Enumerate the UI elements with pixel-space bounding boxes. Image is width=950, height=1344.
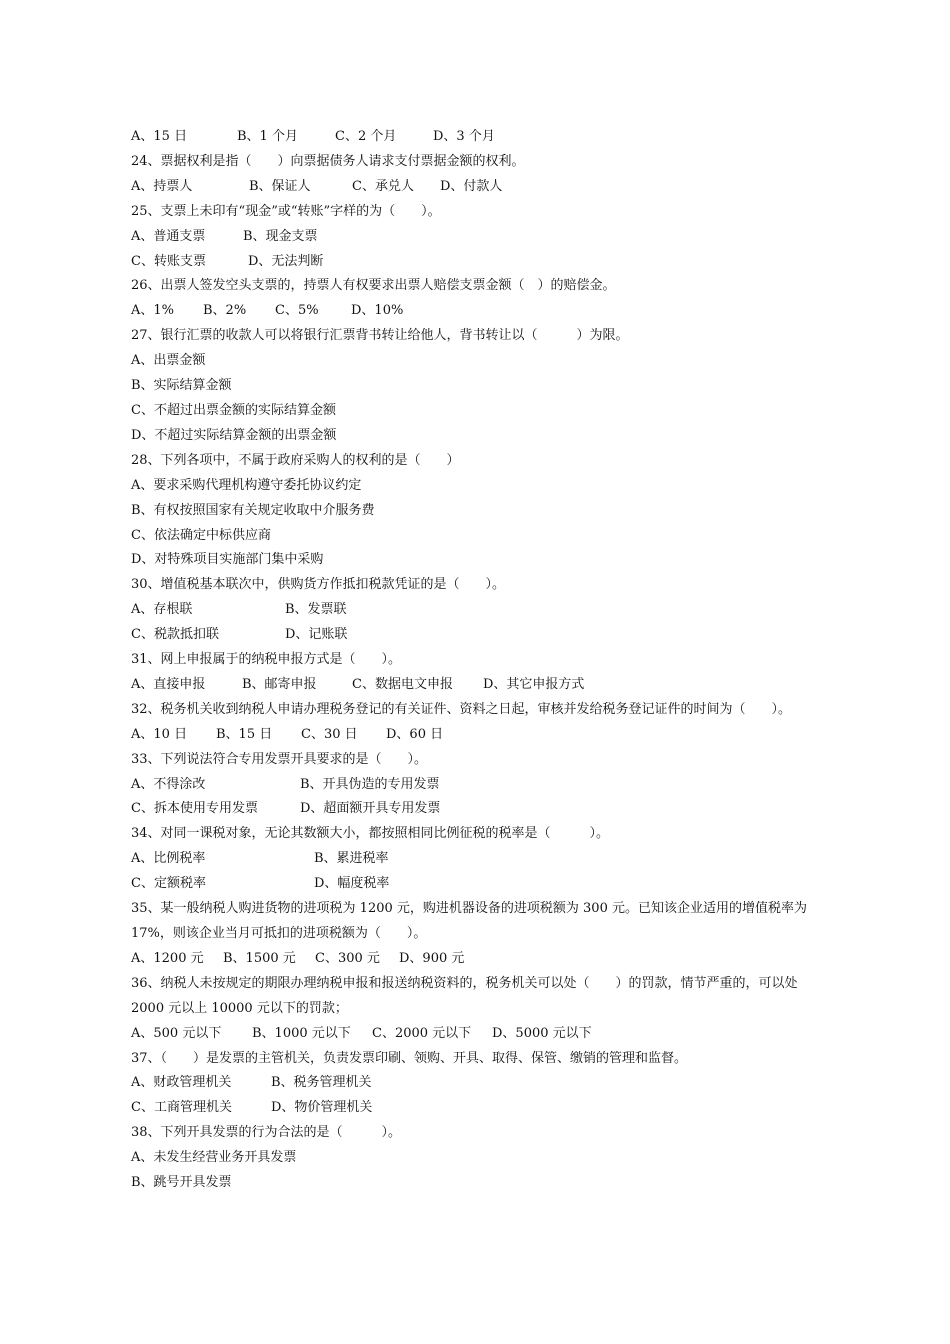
answer-options-row	[131, 1096, 821, 1121]
answer-option: A、1200 元	[131, 950, 204, 966]
question-text: 35、某一般纳税人购进货物的进项税为 1200 元，购进机器设备的进项税额为 300 元。已知该企业适用的增值税率为 17%，则该企业当月可抵扣的进项税额为（ ）。	[131, 901, 807, 941]
answer-option: B、15 日	[216, 726, 273, 742]
answer-option: D、记账联	[285, 627, 348, 643]
answer-options-row	[131, 773, 821, 798]
answer-option: B、1000 元以下	[252, 1025, 351, 1041]
question-text: 26、出票人签发空头支票的，持票人有权要求出票人赔偿支票金额（ ）的赔偿金。	[131, 278, 616, 294]
question-text: 33、下列说法符合专用发票开具要求的是（ ）。	[131, 751, 428, 767]
answer-option: D、不超过实际结算金额的出票金额	[131, 427, 337, 443]
answer-option: A、持票人	[131, 178, 193, 194]
answer-option: A、存根联	[131, 602, 193, 618]
answer-options-row	[131, 125, 821, 150]
answer-option: D、付款人	[440, 178, 503, 194]
answer-options-row	[131, 175, 821, 200]
question-text: 24、票据权利是指（ ）向票据债务人请求支付票据金额的权利。	[131, 153, 525, 169]
answer-option: C、定额税率	[131, 876, 206, 892]
answer-option: D、其它申报方式	[483, 676, 585, 692]
answer-option: B、累进税率	[314, 851, 389, 867]
answer-option: A、要求采购代理机构遵守委托协议约定	[131, 477, 362, 493]
answer-option: D、对特殊项目实施部门集中采购	[131, 552, 324, 568]
answer-options-row	[131, 872, 821, 897]
answer-option: B、实际结算金额	[131, 378, 232, 394]
answer-options-row	[131, 299, 821, 324]
answer-options-row	[131, 947, 821, 972]
question-text: 36、纳税人未按规定的期限办理纳税申报和报送纳税资料的，税务机关可以处（ ）的罚款，情节严重的，可以处 2000 元以上 10000 元以下的罚款；	[131, 975, 798, 1016]
answer-option: C、转账支票	[131, 253, 206, 269]
answer-option: A、15 日	[131, 129, 188, 144]
answer-option: A、10 日	[131, 726, 188, 742]
answer-option: A、比例税率	[131, 851, 206, 867]
answer-option: C、税款抵扣联	[131, 627, 219, 643]
answer-option: A、未发生经营业务开具发票	[131, 1150, 297, 1166]
answer-option: D、900 元	[399, 950, 465, 966]
question-text: 28、下列各项中，不属于政府采购人的权利的是（ ）	[131, 452, 460, 468]
answer-option: C、拆本使用专用发票	[131, 801, 258, 817]
answer-option: D、物价管理机关	[271, 1100, 373, 1116]
answer-option: C、不超过出票金额的实际结算金额	[131, 402, 336, 418]
answer-option: A、1%	[131, 303, 175, 319]
answer-options-row	[131, 225, 821, 250]
answer-options-row	[131, 598, 821, 623]
answer-option: C、数据电文申报	[352, 676, 453, 692]
answer-option: C、300 元	[315, 950, 380, 966]
question-text: 30、增值税基本联次中，供购货方作抵扣税款凭证的是（ ）。	[131, 577, 506, 593]
answer-option: A、财政管理机关	[131, 1075, 232, 1091]
answer-option: A、出票金额	[131, 353, 206, 369]
answer-option: C、2000 元以下	[372, 1025, 472, 1041]
answer-options-row	[131, 673, 821, 698]
answer-option: B、有权按照国家有关规定收取中介服务费	[131, 502, 375, 518]
question-text: 34、对同一课税对象，无论其数额大小，都按照相同比例征税的税率是（ ）。	[131, 826, 610, 842]
answer-option: D、10%	[351, 303, 404, 319]
answer-option: C、工商管理机关	[131, 1100, 232, 1116]
answer-option: A、直接申报	[131, 676, 206, 692]
question-text: 32、税务机关收到纳税人申请办理税务登记的有关证件、资料之日起，审核并发给税务登记证件的时间为（ ）。	[131, 701, 792, 717]
answer-option: C、2 个月	[335, 129, 397, 144]
answer-option: B、发票联	[285, 602, 347, 618]
answer-option: D、3 个月	[433, 129, 495, 144]
answer-options-row	[131, 797, 821, 822]
answer-option: C、5%	[275, 303, 319, 319]
question-text: 37、（ ）是发票的主管机关，负责发票印刷、领购、开具、取得、保管、缴销的管理和监督。	[131, 1050, 688, 1066]
answer-option: D、5000 元以下	[492, 1025, 592, 1041]
answer-options-row	[131, 1022, 821, 1047]
answer-option: B、现金支票	[243, 228, 318, 244]
answer-option: B、保证人	[249, 178, 311, 194]
answer-options-row	[131, 1071, 821, 1096]
answer-option: A、500 元以下	[131, 1025, 222, 1041]
question-text: 31、网上申报属于的纳税申报方式是（ ）。	[131, 652, 402, 668]
answer-option: B、2%	[203, 303, 247, 319]
answer-option: A、不得涂改	[131, 776, 206, 792]
answer-option: B、邮寄申报	[242, 676, 317, 692]
answer-option: C、30 日	[301, 726, 358, 742]
answer-option: D、超面额开具专用发票	[300, 801, 441, 817]
answer-option: D、幅度税率	[314, 876, 390, 892]
answer-options-row	[131, 250, 821, 275]
answer-option: D、无法判断	[248, 253, 324, 269]
answer-options-row	[131, 723, 821, 748]
answer-option: B、税务管理机关	[271, 1075, 372, 1091]
answer-option: C、依法确定中标供应商	[131, 527, 271, 543]
question-list	[131, 125, 821, 1196]
answer-options-row	[131, 623, 821, 648]
answer-option: C、承兑人	[352, 178, 414, 194]
answer-option: B、跳号开具发票	[131, 1175, 232, 1191]
answer-options-row	[131, 847, 821, 872]
question-text: 25、支票上未印有“现金”或“转账”字样的为（ ）。	[131, 203, 441, 219]
answer-option: B、1500 元	[223, 950, 296, 966]
question-text: 27、银行汇票的收款人可以将银行汇票背书转让给他人，背书转让以（ ）为限。	[131, 328, 629, 344]
answer-option: B、开具伪造的专用发票	[300, 776, 440, 792]
question-text: 38、下列开具发票的行为合法的是（ ）。	[131, 1125, 402, 1141]
answer-option: D、60 日	[386, 726, 444, 742]
answer-option: A、普通支票	[131, 228, 206, 244]
answer-option: B、1 个月	[237, 129, 298, 144]
